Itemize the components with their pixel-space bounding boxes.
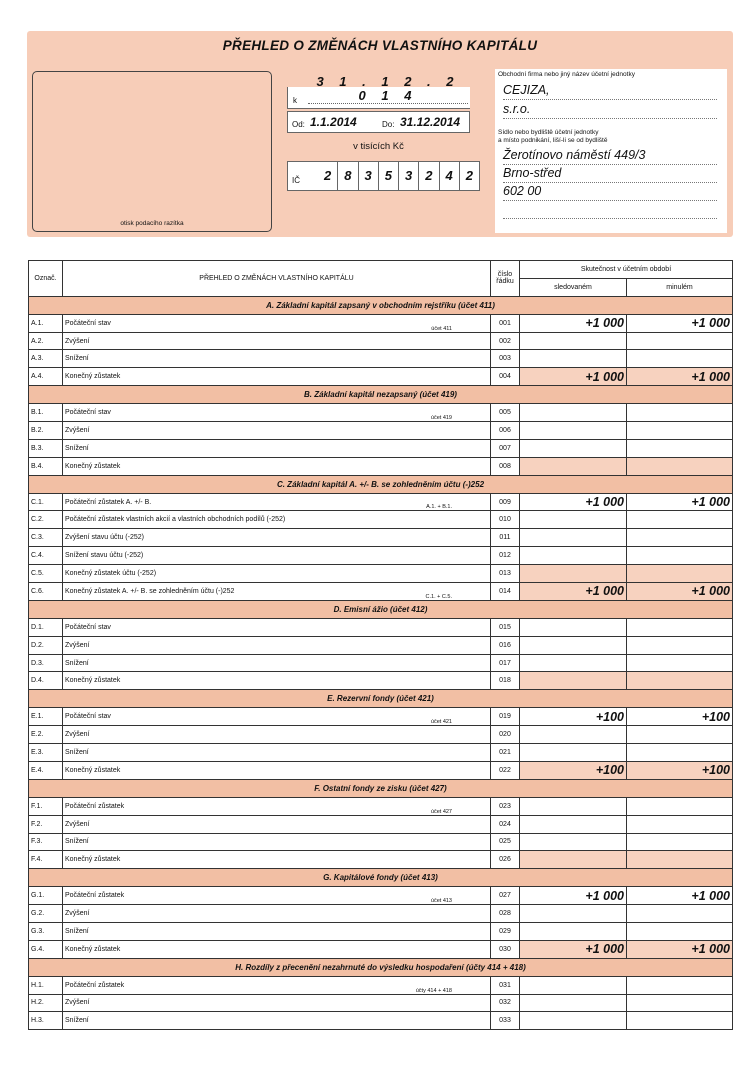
- row-account-note: účet 427: [430, 808, 452, 815]
- row-account-note: účet 413: [430, 898, 452, 905]
- units-label: v tisících Kč: [353, 141, 404, 152]
- ic-digit: 3: [358, 162, 378, 190]
- ic-field[interactable]: [287, 161, 480, 191]
- row-description: [63, 404, 491, 422]
- row-description: [63, 511, 491, 529]
- row-account-note: A.1. + B.1.: [426, 504, 452, 511]
- table-row: [29, 905, 733, 923]
- row-description-text: Konečný zůstatek A. +/- B. se zohledněním účtu (-)252: [65, 587, 235, 595]
- value-previous[interactable]: [627, 922, 733, 940]
- table-row: [29, 672, 733, 690]
- col-header-row-number: [491, 261, 520, 297]
- firm-name-line1[interactable]: CEJIZA,: [503, 83, 717, 100]
- value-current[interactable]: [520, 1012, 627, 1030]
- row-number: 024: [491, 815, 520, 833]
- ic-digit: 2: [324, 168, 332, 183]
- row-description-text: Počáteční stav: [65, 409, 111, 417]
- row-code: C.3.: [29, 529, 63, 547]
- row-code: C.5.: [29, 565, 63, 583]
- report-date-value: 3 1 . 1 2 . 2 0 1 4: [308, 75, 468, 104]
- row-description-text: Konečný zůstatek: [65, 945, 121, 953]
- row-number: 025: [491, 833, 520, 851]
- value-current[interactable]: [520, 439, 627, 457]
- value-previous[interactable]: [627, 636, 733, 654]
- value-current[interactable]: [520, 636, 627, 654]
- row-code: G.2.: [29, 905, 63, 923]
- row-account-note: účet 411: [431, 325, 452, 332]
- period-from-value: 1.1.2014: [310, 115, 357, 129]
- value-current[interactable]: [520, 976, 627, 994]
- row-number: 006: [491, 422, 520, 440]
- table-row: [29, 314, 733, 332]
- value-current[interactable]: [520, 511, 627, 529]
- row-description: [63, 529, 491, 547]
- row-account-note: účet 419: [430, 415, 452, 422]
- stamp-area: [32, 71, 272, 232]
- row-number: 012: [491, 547, 520, 565]
- row-description-text: Snížení stavu účtu (-252): [65, 552, 144, 560]
- row-code: A.3.: [29, 350, 63, 368]
- row-description-text: Počáteční stav: [65, 319, 111, 327]
- table-row: [29, 922, 733, 940]
- section-header-row: [29, 690, 733, 708]
- period-field[interactable]: [287, 111, 470, 133]
- table-row: [29, 851, 733, 869]
- table-body: [29, 296, 733, 1030]
- value-current[interactable]: +100: [520, 761, 627, 779]
- row-number: 005: [491, 404, 520, 422]
- ic-digit: 5: [378, 162, 398, 190]
- row-description: [63, 457, 491, 475]
- row-number: 001: [491, 314, 520, 332]
- firm-info-box: [495, 69, 727, 233]
- table-row: [29, 422, 733, 440]
- row-number: 002: [491, 332, 520, 350]
- row-description: [63, 905, 491, 923]
- section-title: B. Základní kapitál nezapsaný (účet 419): [29, 386, 733, 404]
- table-row: [29, 761, 733, 779]
- row-description-text: Zvýšení: [65, 910, 90, 917]
- row-description: [63, 422, 491, 440]
- value-previous[interactable]: [627, 905, 733, 923]
- row-description-text: Počáteční zůstatek: [65, 802, 125, 810]
- row-description-text: Zvýšení: [65, 337, 90, 345]
- row-description: [63, 761, 491, 779]
- value-current[interactable]: [520, 350, 627, 368]
- row-description-text: Konečný zůstatek: [65, 856, 121, 864]
- row-number: 028: [491, 905, 520, 923]
- value-previous[interactable]: +1 000: [627, 887, 733, 905]
- row-description-text: Zvýšení: [65, 641, 90, 649]
- row-description-text: Snížení: [65, 927, 89, 935]
- section-title: F. Ostatní fondy ze zisku (účet 427): [29, 779, 733, 797]
- row-number: 027: [491, 887, 520, 905]
- firm-name-line2[interactable]: s.r.o.: [503, 102, 717, 119]
- row-number: 031: [491, 976, 520, 994]
- ic-digit: 2: [459, 162, 479, 190]
- row-number: 004: [491, 368, 520, 386]
- table-row: [29, 708, 733, 726]
- value-previous[interactable]: [627, 654, 733, 672]
- equity-changes-table: [28, 260, 733, 1030]
- value-current[interactable]: [520, 457, 627, 475]
- row-description: [63, 439, 491, 457]
- value-current[interactable]: [520, 547, 627, 565]
- row-description: [63, 1012, 491, 1030]
- date-k-label: k: [293, 96, 297, 105]
- value-previous[interactable]: [627, 547, 733, 565]
- value-current[interactable]: [520, 744, 627, 762]
- value-previous[interactable]: [627, 1012, 733, 1030]
- row-number: 020: [491, 726, 520, 744]
- form-header: [27, 31, 733, 237]
- row-code: F.3.: [29, 833, 63, 851]
- col-header-description: PŘEHLED O ZMĚNÁCH VLASTNÍHO KAPITÁLU: [63, 261, 491, 297]
- row-description: [63, 350, 491, 368]
- row-description: [63, 815, 491, 833]
- row-description-text: Konečný zůstatek: [65, 462, 121, 470]
- table-row: [29, 529, 733, 547]
- row-code: D.3.: [29, 654, 63, 672]
- value-previous[interactable]: [627, 457, 733, 475]
- value-current[interactable]: [520, 815, 627, 833]
- row-number: 008: [491, 457, 520, 475]
- value-current[interactable]: [520, 797, 627, 815]
- value-previous[interactable]: [627, 976, 733, 994]
- row-description: [63, 314, 491, 332]
- section-title: E. Rezervní fondy (účet 421): [29, 690, 733, 708]
- value-previous[interactable]: [627, 618, 733, 636]
- value-previous[interactable]: [627, 511, 733, 529]
- value-current[interactable]: [520, 851, 627, 869]
- period-to-value: 31.12.2014: [400, 115, 461, 129]
- table-row: [29, 350, 733, 368]
- row-code: A.1.: [29, 314, 63, 332]
- value-previous[interactable]: [627, 565, 733, 583]
- row-code: E.3.: [29, 744, 63, 762]
- section-title: C. Základní kapitál A. +/- B. se zohledněním účtu (-)252: [29, 475, 733, 493]
- table-row: [29, 654, 733, 672]
- row-description: [63, 887, 491, 905]
- ic-digit: 8: [337, 162, 357, 190]
- row-description: [63, 797, 491, 815]
- table-row: [29, 976, 733, 994]
- table-row: [29, 565, 733, 583]
- row-code: H.1.: [29, 976, 63, 994]
- col-header-current: sledovaném: [520, 278, 627, 296]
- row-description-text: Snížení: [65, 444, 89, 452]
- value-current[interactable]: +1 000: [520, 583, 627, 601]
- table-row: [29, 493, 733, 511]
- value-previous[interactable]: [627, 439, 733, 457]
- row-description: [63, 708, 491, 726]
- value-current[interactable]: +1 000: [520, 368, 627, 386]
- row-description-text: Snížení: [65, 838, 89, 846]
- value-current[interactable]: [520, 422, 627, 440]
- row-description: [63, 672, 491, 690]
- document-title: PŘEHLED O ZMĚNÁCH VLASTNÍHO KAPITÁLU: [222, 38, 538, 53]
- row-description: [63, 922, 491, 940]
- value-current[interactable]: +1 000: [520, 314, 627, 332]
- row-number: 019: [491, 708, 520, 726]
- value-current[interactable]: +100: [520, 708, 627, 726]
- row-number: 016: [491, 636, 520, 654]
- value-current[interactable]: [520, 618, 627, 636]
- row-code: C.4.: [29, 547, 63, 565]
- row-description: [63, 493, 491, 511]
- address-line1[interactable]: Žerotínovo náměstí 449/3: [503, 148, 717, 165]
- row-number: 017: [491, 654, 520, 672]
- value-previous[interactable]: +1 000: [627, 493, 733, 511]
- ic-label: IČ: [292, 176, 300, 185]
- row-number: 018: [491, 672, 520, 690]
- row-description: [63, 940, 491, 958]
- table-row: [29, 457, 733, 475]
- table-row: [29, 940, 733, 958]
- value-current[interactable]: [520, 905, 627, 923]
- col-header-row-number-2: řádku: [496, 278, 514, 286]
- row-description: [63, 744, 491, 762]
- ic-digit: 4: [439, 162, 459, 190]
- row-code: H.3.: [29, 1012, 63, 1030]
- value-previous[interactable]: [627, 350, 733, 368]
- section-title: D. Emisní ážio (účet 412): [29, 600, 733, 618]
- value-previous[interactable]: [627, 833, 733, 851]
- row-description: [63, 654, 491, 672]
- value-previous[interactable]: [627, 529, 733, 547]
- row-description: [63, 851, 491, 869]
- row-description-text: Počáteční zůstatek vlastních akcií a vlastních obchodních podílů (-252): [65, 516, 286, 524]
- row-code: D.1.: [29, 618, 63, 636]
- section-header-row: [29, 386, 733, 404]
- table-row: [29, 726, 733, 744]
- row-code: C.2.: [29, 511, 63, 529]
- period-to-label: Do:: [382, 120, 395, 129]
- col-header-actual: Skutečnost v účetním období: [520, 261, 733, 279]
- value-previous[interactable]: +100: [627, 708, 733, 726]
- row-code: D.2.: [29, 636, 63, 654]
- row-description: [63, 368, 491, 386]
- section-header-row: [29, 779, 733, 797]
- value-previous[interactable]: +1 000: [627, 368, 733, 386]
- value-previous[interactable]: [627, 726, 733, 744]
- row-code: G.1.: [29, 887, 63, 905]
- row-code: F.2.: [29, 815, 63, 833]
- value-previous[interactable]: [627, 672, 733, 690]
- row-number: 010: [491, 511, 520, 529]
- row-number: 032: [491, 994, 520, 1012]
- row-code: H.2.: [29, 994, 63, 1012]
- row-code: B.4.: [29, 457, 63, 475]
- row-number: 023: [491, 797, 520, 815]
- row-description-text: Zvýšení: [65, 820, 90, 828]
- table-row: [29, 636, 733, 654]
- row-description-text: Snížení: [65, 1017, 89, 1025]
- table-row: [29, 439, 733, 457]
- row-description: [63, 636, 491, 654]
- section-title: G. Kapitálové fondy (účet 413): [29, 869, 733, 887]
- seat-label-1: Sídlo nebo bydliště účetní jednotky: [498, 129, 599, 136]
- row-code: E.4.: [29, 761, 63, 779]
- table-row: [29, 511, 733, 529]
- value-previous[interactable]: [627, 332, 733, 350]
- table-row: [29, 1012, 733, 1030]
- row-description-text: Zvýšení: [65, 731, 90, 739]
- row-description-text: Konečný zůstatek účtu (-252): [65, 570, 157, 578]
- row-code: C.6.: [29, 583, 63, 601]
- row-code: B.2.: [29, 422, 63, 440]
- row-description-text: Počáteční zůstatek: [65, 981, 125, 989]
- value-previous[interactable]: [627, 851, 733, 869]
- table-row: [29, 583, 733, 601]
- row-description: [63, 565, 491, 583]
- value-current[interactable]: [520, 529, 627, 547]
- row-description-text: Počáteční zůstatek A. +/- B.: [65, 498, 152, 506]
- firm-name-label: Obchodní firma nebo jiný název účetní jednotky: [498, 71, 635, 78]
- row-description-text: Snížení: [65, 659, 89, 667]
- address-line3[interactable]: 602 00: [503, 184, 717, 201]
- value-current[interactable]: [520, 672, 627, 690]
- value-current[interactable]: +1 000: [520, 940, 627, 958]
- row-number: 011: [491, 529, 520, 547]
- table-row: [29, 404, 733, 422]
- value-previous[interactable]: [627, 815, 733, 833]
- row-code: F.4.: [29, 851, 63, 869]
- value-previous[interactable]: [627, 422, 733, 440]
- row-description-text: Zvýšení: [65, 426, 90, 434]
- address-line4[interactable]: [503, 202, 717, 219]
- row-number: 009: [491, 493, 520, 511]
- table-row: [29, 744, 733, 762]
- value-current[interactable]: +1 000: [520, 887, 627, 905]
- table-row: [29, 368, 733, 386]
- section-header-row: [29, 869, 733, 887]
- row-description: [63, 833, 491, 851]
- section-header-row: [29, 475, 733, 493]
- stamp-label: otisk podacího razítka: [120, 220, 184, 227]
- row-number: 015: [491, 618, 520, 636]
- ic-digit: 2: [418, 162, 438, 190]
- seat-label-2: a místo podnikání, liší-li se od bydliště: [498, 137, 608, 144]
- value-current[interactable]: [520, 726, 627, 744]
- table-row: [29, 332, 733, 350]
- row-description: [63, 583, 491, 601]
- value-current[interactable]: [520, 332, 627, 350]
- table-row: [29, 815, 733, 833]
- row-number: 030: [491, 940, 520, 958]
- row-number: 013: [491, 565, 520, 583]
- row-description-text: Počáteční stav: [65, 713, 111, 721]
- row-number: 003: [491, 350, 520, 368]
- row-number: 026: [491, 851, 520, 869]
- row-code: B.3.: [29, 439, 63, 457]
- row-code: C.1.: [29, 493, 63, 511]
- row-description-text: Počáteční stav: [65, 623, 111, 631]
- value-previous[interactable]: [627, 994, 733, 1012]
- row-description-text: Konečný zůstatek: [65, 677, 121, 685]
- value-previous[interactable]: +1 000: [627, 314, 733, 332]
- row-description: [63, 332, 491, 350]
- row-code: E.2.: [29, 726, 63, 744]
- row-code: A.4.: [29, 368, 63, 386]
- row-code: D.4.: [29, 672, 63, 690]
- value-previous[interactable]: [627, 797, 733, 815]
- table-row: [29, 887, 733, 905]
- row-account-note: C.1. + C.5.: [425, 593, 452, 600]
- ic-digit: 3: [398, 162, 418, 190]
- value-current[interactable]: +1 000: [520, 493, 627, 511]
- value-current[interactable]: [520, 654, 627, 672]
- section-header-row: [29, 600, 733, 618]
- row-code: F.1.: [29, 797, 63, 815]
- row-description-text: Zvýšení: [65, 999, 90, 1007]
- row-account-note: účty 414 + 418: [415, 987, 452, 994]
- value-current[interactable]: [520, 404, 627, 422]
- section-title: H. Rozdíly z přecenění nezahrnuté do výsledku hospodaření (účty 414 + 418): [29, 958, 733, 976]
- row-number: 007: [491, 439, 520, 457]
- row-description-text: Snížení: [65, 748, 89, 756]
- row-description-text: Zvýšení stavu účtu (-252): [65, 534, 144, 542]
- col-header-previous: minulém: [627, 278, 733, 296]
- row-number: 033: [491, 1012, 520, 1030]
- row-description: [63, 994, 491, 1012]
- table-row: [29, 797, 733, 815]
- row-description-text: Konečný zůstatek: [65, 373, 121, 381]
- table-row: [29, 833, 733, 851]
- row-description: [63, 618, 491, 636]
- row-code: A.2.: [29, 332, 63, 350]
- row-description: [63, 726, 491, 744]
- address-line2[interactable]: Brno-střed: [503, 166, 717, 183]
- col-header-row-number-1: číslo: [497, 271, 513, 279]
- row-number: 029: [491, 922, 520, 940]
- value-current[interactable]: [520, 833, 627, 851]
- row-description-text: Konečný zůstatek: [65, 766, 121, 774]
- value-previous[interactable]: [627, 744, 733, 762]
- value-previous[interactable]: +100: [627, 761, 733, 779]
- value-previous[interactable]: +1 000: [627, 583, 733, 601]
- row-code: E.1.: [29, 708, 63, 726]
- row-code: B.1.: [29, 404, 63, 422]
- section-header-row: [29, 296, 733, 314]
- value-previous[interactable]: [627, 404, 733, 422]
- row-number: 022: [491, 761, 520, 779]
- row-description-text: Snížení: [65, 355, 89, 363]
- value-current[interactable]: [520, 922, 627, 940]
- value-previous[interactable]: +1 000: [627, 940, 733, 958]
- row-code: G.3.: [29, 922, 63, 940]
- section-title: A. Základní kapitál zapsaný v obchodním rejstříku (účet 411): [29, 296, 733, 314]
- table-row: [29, 547, 733, 565]
- value-current[interactable]: [520, 565, 627, 583]
- row-number: 021: [491, 744, 520, 762]
- row-description: [63, 547, 491, 565]
- row-account-note: účet 421: [430, 719, 452, 726]
- section-header-row: [29, 958, 733, 976]
- table-row: [29, 618, 733, 636]
- value-current[interactable]: [520, 994, 627, 1012]
- period-from-label: Od:: [292, 120, 305, 129]
- row-code: G.4.: [29, 940, 63, 958]
- row-number: 014: [491, 583, 520, 601]
- table-row: [29, 994, 733, 1012]
- report-date-field[interactable]: [287, 74, 470, 109]
- row-description-text: Počáteční zůstatek: [65, 892, 125, 900]
- row-description: [63, 976, 491, 994]
- col-header-code: Označ.: [29, 261, 63, 297]
